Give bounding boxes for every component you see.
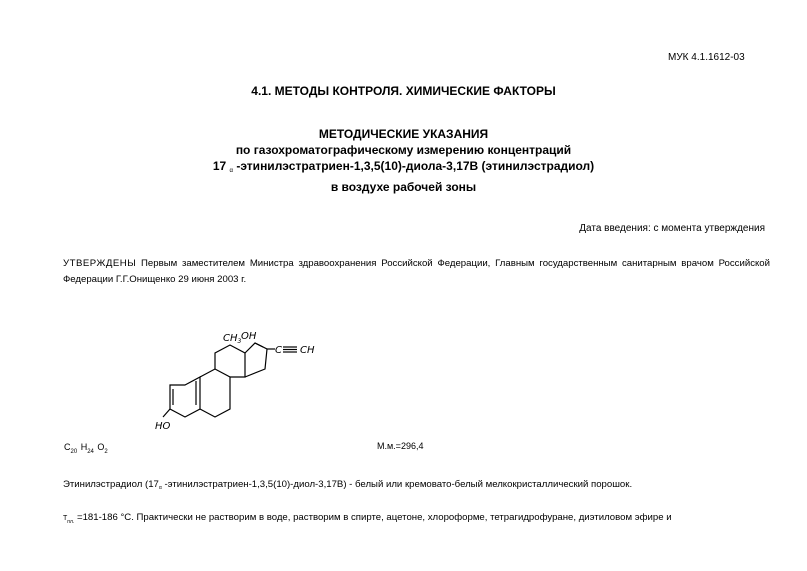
- substance-description: [63, 479, 632, 491]
- c-label: C: [275, 345, 282, 356]
- melting-point-sub: пл.: [67, 519, 75, 525]
- title-line-2: по газохроматографическому измерению концентраций: [235, 143, 572, 157]
- document-code: МУК 4.1.1612-03: [668, 52, 745, 63]
- title-line-3-rest: -этинилэстратриен-1,3,5(10)-диола-3,17В (этинилэстрадиол): [236, 159, 595, 173]
- section-title: 4.1. МЕТОДЫ КОНТРОЛЯ. ХИМИЧЕСКИЕ ФАКТОРЫ: [251, 84, 556, 98]
- formula-c: C: [64, 442, 71, 452]
- molar-mass: М.м.=296,4: [377, 441, 424, 451]
- approval-paragraph: [63, 256, 770, 288]
- formula-o-count: 2: [104, 449, 108, 455]
- structural-formula: [155, 325, 325, 440]
- ring-d: [245, 343, 267, 377]
- ch3-label: $CH_3$: [223, 333, 242, 345]
- oh-label: OH: [241, 331, 257, 342]
- ring-c: [215, 345, 245, 377]
- properties-text: =181-186 °С. Практически не растворим в воде, растворим в спирте, ацетоне, хлороформе, тетрагидрофуране, диэтиловом эфире и: [76, 512, 672, 523]
- formula-c-count: 20: [70, 449, 78, 455]
- title-line-4: в воздухе рабочей зоны: [330, 180, 477, 194]
- approval-text: Первым заместителем Министра здравоохранения Российской Федерации, Главным государственным санитарным врачом Российской Федерации Г.Г.Онищенко 29 июня 2003 г.: [63, 258, 770, 285]
- title-line-3: [0, 158, 807, 179]
- description-sub: α: [158, 485, 162, 491]
- melting-point-symbol: T: [63, 515, 68, 522]
- formula-h-count: 24: [87, 449, 94, 455]
- title-line-1: МЕТОДИЧЕСКИЕ УКАЗАНИЯ: [318, 127, 489, 141]
- description-prefix: Этинилэстрадиол (17: [63, 479, 159, 490]
- approval-label: УТВЕРЖДЕНЫ: [63, 258, 137, 269]
- ch-label: CH: [300, 345, 315, 356]
- ho-bond: [163, 409, 170, 417]
- description-rest: -этинилэстратриен-1,3,5(10)-диол-3,17В) - белый или кремовато-белый мелкокристаллический порошок.: [164, 479, 633, 490]
- introduction-date: Дата введения: с момента утверждения: [579, 223, 765, 234]
- title-line-3-sub: α: [229, 168, 233, 174]
- formula-h: H: [80, 442, 88, 452]
- document-title: [0, 126, 807, 195]
- c17-bond: [255, 343, 263, 347]
- formula-o: O: [97, 442, 105, 452]
- ho-label: HO: [155, 421, 171, 432]
- ring-b: [200, 369, 230, 417]
- title-line-3-prefix: 17: [212, 159, 227, 173]
- physical-properties: [63, 512, 672, 525]
- molecular-formula: [64, 442, 109, 455]
